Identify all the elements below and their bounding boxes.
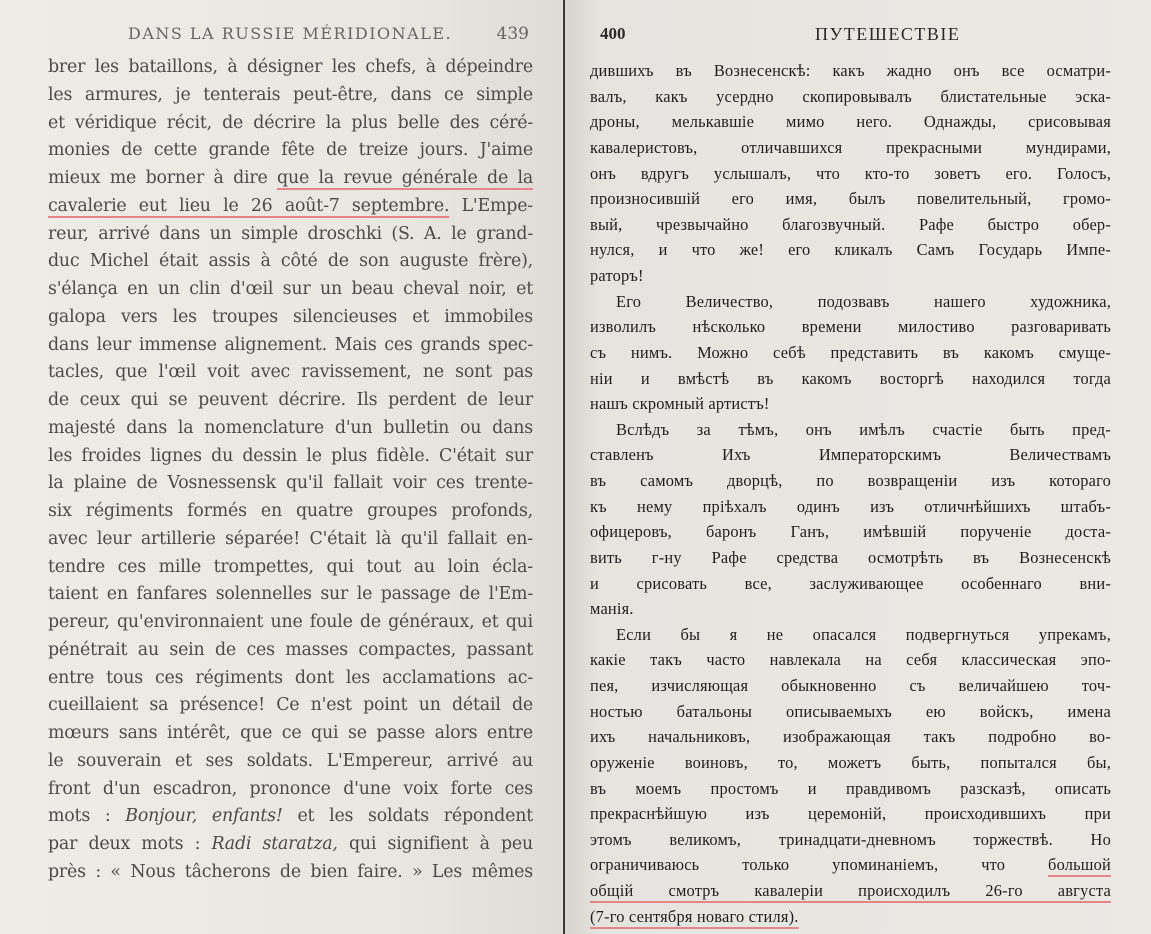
- text-line: les froides lignes du dessin le plus fidèle. C'était sur: [48, 445, 533, 466]
- text-line: mœurs sans intérêt, que ce qui se passe alors entre: [48, 723, 533, 743]
- text-line: duc Michel était assis à côté de son auguste frère),: [48, 251, 533, 272]
- text-line: et véridique récit, de décrire la plus belle des céré-: [48, 112, 533, 133]
- text-line: вый, чрезвычайно благозвучный. Рафе быстро обер-: [590, 214, 1111, 234]
- right-page-header: [590, 22, 1111, 52]
- text-line: reur, arrivé dans un simple droschki (S. A. le grand-: [48, 223, 533, 244]
- text-line: прекраснѣйшую изъ церемоній, происходившихъ при: [590, 804, 1111, 824]
- text-line: пея, изчисляющая обыкновенно съ величайшею точ-: [590, 676, 1111, 695]
- text-span: par deux mots :: [48, 834, 212, 854]
- text-line: ностью батальоны описываемыхъ ею войскъ, имена: [590, 701, 1111, 721]
- left-page-text: [48, 54, 533, 887]
- page-number: 400: [600, 24, 626, 43]
- text-line: [48, 193, 533, 221]
- text-line: front d'un escadron, prononce d'une voix forte ces: [48, 778, 533, 799]
- text-line: la plaine de Vosnessensk qu'il fallait voir ces trente-: [48, 473, 533, 494]
- text-line: въ самомъ дворцѣ, по возвращеніи изъ котораго: [590, 471, 1111, 490]
- paragraph-start: Если бы я не опасался подвергнуться упрекамъ,: [616, 624, 1111, 644]
- text-line: tacles, que l'œil voit avec ravissement, ne sont pas: [48, 362, 533, 383]
- text-line: [48, 165, 533, 193]
- text-span: et les soldats répondent: [282, 806, 533, 827]
- text-line: изволилъ нѣсколько времени милостиво разговаривать: [590, 317, 1111, 337]
- text-line: кавалеристовъ, отличавшихся прекрасными мундирами,: [590, 137, 1111, 157]
- text-line: произносившій его имя, былъ повелительный, громо-: [590, 189, 1111, 209]
- highlighted-text: cavalerie eut lieu le 26 août-7 septembre.: [48, 195, 450, 216]
- text-line: le souverain et ses soldats. L'Empereur, arrivé au: [48, 750, 533, 771]
- italic-text: Radi staratza,: [211, 834, 338, 854]
- text-line: brer les bataillons, à désigner les chefs, à dépeindre: [48, 57, 533, 77]
- running-head: ПУТЕШЕСТВІЕ: [815, 24, 961, 44]
- text-line: s'élança en un clin d'œil sur un beau cheval noir, et: [48, 279, 533, 299]
- left-page-header: [48, 18, 533, 48]
- text-line: galopa vers les troupes silencieuses et immobiles: [48, 306, 533, 327]
- text-span: L'Empe-: [449, 195, 533, 216]
- text-line: près : « Nous tâcherons de bien faire. » Les mêmes: [48, 861, 533, 882]
- highlighted-text: общій смотръ кавалеріи происходилъ 26-го августа: [590, 881, 1111, 900]
- text-line: entre tous ces régiments dont les acclamations ac-: [48, 667, 533, 688]
- text-line: оруженіе воиновъ, то, можетъ быть, попытался бы,: [590, 752, 1111, 772]
- text-span: mieux me borner à dire: [48, 168, 278, 188]
- highlighted-text: que la revue générale de la: [277, 168, 533, 188]
- text-line: les armures, je tenterais peut-être, dans ce simple: [48, 84, 533, 105]
- text-line: majesté dans la nomenclature d'un bulletin ou dans: [48, 417, 533, 438]
- text-line: валъ, какъ усердно скопировывалъ блистательные эска-: [590, 86, 1111, 106]
- italic-text: Bonjour, enfants!: [125, 806, 283, 827]
- text-line: avec leur artillerie séparée! C'était là qu'il fallait en-: [48, 528, 533, 549]
- right-page-text: [590, 58, 1111, 929]
- text-span: mots :: [48, 806, 126, 827]
- text-line: tendre ces mille trompettes, qui tout au loin écla-: [48, 556, 533, 577]
- text-line: cueillaient sa présence! Ce n'est point un détail de: [48, 695, 533, 716]
- text-line: pénétrait au sein de ces masses compactes, passant: [48, 639, 533, 660]
- text-line: дроны, мелькавшіе мимо него. Однажды, срисовывая: [590, 112, 1111, 132]
- text-line: six régiments formés en quatre groupes profonds,: [48, 501, 533, 521]
- text-line: къ нему пріѣхалъ одинъ изъ отличнѣйшихъ штабъ-: [590, 496, 1111, 516]
- text-line: вить г-ну Рафе средства осмотрѣть въ Вознесенскѣ: [590, 547, 1111, 567]
- text-line: [48, 803, 533, 831]
- text-span: qui signifient à peu: [337, 834, 533, 854]
- highlighted-text: большой: [1048, 855, 1111, 875]
- text-line: дившихъ въ Вознесенскѣ: какъ жадно онъ все осматри-: [590, 61, 1111, 80]
- page-number: 439: [496, 24, 529, 44]
- paragraph-start: Его Величество, подозвавъ нашего художника,: [616, 291, 1111, 311]
- text-line: и срисовать все, заслуживающее особеннаго вни-: [590, 573, 1111, 593]
- text-line: monies de cette grande fête de treize jours. J'aime: [48, 140, 533, 161]
- text-line: [48, 831, 533, 859]
- text-line: [590, 852, 1111, 878]
- text-span: ограничиваюсь только упоминаніемъ, что: [590, 855, 1049, 875]
- text-line: de ceux qui se peuvent décrire. Ils perdent de leur: [48, 390, 533, 410]
- highlighted-text: (7-го сентября новаго стиля).: [590, 906, 799, 926]
- text-line: taient en fanfares solennelles sur le passage de l'Em-: [48, 584, 533, 605]
- text-line: нулся, и что же! его кликалъ Самъ Государь Импе-: [590, 240, 1111, 260]
- text-line: этомъ великомъ, тринадцати-дневномъ торжествѣ. Но: [590, 829, 1111, 849]
- paragraph-start: Вслѣдъ за тѣмъ, онъ имѣлъ счастіе быть пред-: [616, 419, 1111, 439]
- text-line: какіе такъ часто навлекала на себя классическая эпо-: [590, 650, 1111, 670]
- text-line: ставленъ Ихъ Императорскимъ Величествамъ: [590, 445, 1111, 465]
- text-line: въ моемъ простомъ и правдивомъ разсказѣ, описать: [590, 778, 1111, 798]
- text-line: нашъ скромный артистъ!: [590, 394, 770, 414]
- text-line: манія.: [590, 599, 634, 619]
- left-page: [0, 0, 563, 934]
- text-line: онъ вдругъ услышалъ, что кто-то зоветъ его. Голосъ,: [590, 163, 1111, 183]
- text-line: pereur, qu'environnaient une foule de généraux, et qui: [48, 612, 533, 632]
- text-line: съ нимъ. Можно себѣ представить въ какомъ смуще-: [590, 342, 1111, 362]
- text-line: [590, 904, 1111, 930]
- running-head: DANS LA RUSSIE MÉRIDIONALE.: [128, 24, 453, 43]
- text-line: dans leur immense alignement. Mais ces grands spec-: [48, 334, 533, 355]
- text-line: офицеровъ, баронъ Ганъ, имѣвшій порученіе доста-: [590, 522, 1111, 542]
- text-line: ніи и вмѣстѣ въ какомъ восторгѣ находился тогда: [590, 368, 1111, 388]
- text-line: ихъ начальниковъ, изображающая такъ подробно во-: [590, 727, 1111, 747]
- text-line: раторъ!: [590, 266, 644, 285]
- right-page: [565, 0, 1151, 934]
